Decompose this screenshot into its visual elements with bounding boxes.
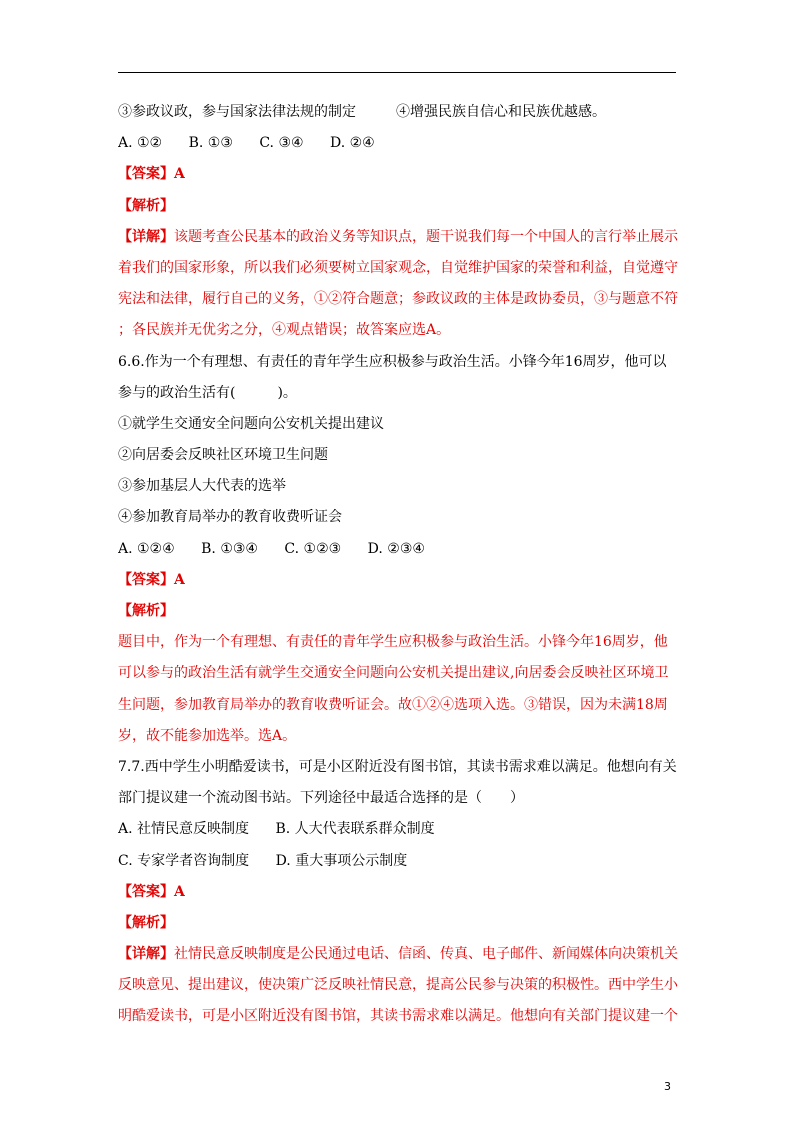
q6-option-a: A. ①②④ [118, 540, 175, 557]
q5-analysis-heading: 【解析】 [118, 197, 174, 214]
q7-explanation-2: 反映意见、提出建议，使决策广泛反映社情民意，提高公民参与决策的积极性。西中学生小 [118, 977, 678, 994]
q5-explanation-1 [118, 222, 678, 253]
q7-analysis-heading: 【解析】 [118, 914, 174, 931]
q7-stem-1: 7.7.西中学生小明酷爱读书，可是小区附近没有图书馆，其读书需求难以满足。他想向有关 [118, 758, 677, 775]
q6-explanation-1: 题目中，作为一个有理想、有责任的青年学生应积极参与政治生活。小锋今年16周岁，他 [118, 634, 668, 651]
q7-explanation-3: 明酷爱读书，可是小区附近没有图书馆，其读书需求难以满足。他想向有关部门提议建一个 [118, 1008, 678, 1025]
q7-stem-2: 部门提议建一个流动图书站。下列途径中最适合选择的是（ ） [118, 790, 524, 807]
q6-item-2: ②向居委会反映社区环境卫生问题 [118, 447, 328, 464]
q5-option-c: C. ③④ [259, 135, 304, 152]
q5-item-4: ④增强民族自信心和民族优越感。 [396, 104, 606, 120]
q5-option-d: D. ②④ [330, 135, 375, 152]
document-body [118, 97, 678, 1033]
q6-analysis-heading: 【解析】 [118, 603, 174, 619]
q5-explanation-text: 该题考查公民基本的政治义务等知识点，题干说我们每一个中国人的言行举止展示 [174, 228, 678, 245]
q5-option-a: A. ①② [118, 135, 163, 152]
q6-item-3: ③参加基层人大代表的选举 [118, 478, 286, 495]
q6-explanation-3: 生问题，参加教育局举办的教育收费听证会。故①②④选项入选。③错误，因为未满18周 [118, 696, 668, 713]
q5-detail-tag: 【详解】 [118, 228, 174, 245]
page-number: 3 [664, 1080, 671, 1093]
q6-explanation-2: 可以参与的政治生活有就学生交通安全问题向公安机关提出建议,向居委会反映社区环境卫 [118, 665, 669, 682]
q5-explanation-4: ；各民族并无优劣之分，④观点错误；故答案应选A。 [118, 322, 451, 339]
q7-answer: 【答案】A [118, 883, 185, 900]
q7-explanation-1 [118, 939, 678, 970]
q5-options [118, 128, 678, 159]
q6-option-b: B. ①③④ [201, 540, 258, 557]
q5-answer: 【答案】A [118, 166, 185, 183]
q7-options-row-2 [118, 846, 678, 877]
q5-option-b: B. ①③ [188, 135, 233, 152]
q7-option-a: A. 社情民意反映制度 [118, 821, 250, 838]
q6-item-4: ④参加教育局举办的教育收费听证会 [118, 509, 342, 526]
q7-option-c: C. 专家学者咨询制度 [118, 852, 250, 869]
header-rule [118, 72, 676, 73]
q5-item-3: ③参政议政，参与国家法律法规的制定 [118, 104, 356, 120]
q6-answer: 【答案】A [118, 571, 185, 588]
q6-stem-1: 6.6.作为一个有理想、有责任的青年学生应积极参与政治生活。小锋今年16周岁，他可以 [118, 353, 667, 370]
q7-option-d: D. 重大事项公示制度 [275, 852, 408, 869]
q7-detail-tag: 【详解】 [118, 946, 174, 963]
q7-option-b: B. 人大代表联系群众制度 [275, 821, 435, 838]
q7-explanation-text: 社情民意反映制度是公民通过电话、信函、传真、电子邮件、新闻媒体向决策机关 [174, 946, 678, 963]
q5-explanation-3: 宪法和法律，履行自己的义务，①②符合题意；参政议政的主体是政协委员，③与题意不符 [118, 291, 678, 308]
q7-options-row-1 [118, 814, 678, 845]
q6-option-c: C. ①②③ [284, 540, 342, 557]
q5-items-line [118, 97, 678, 128]
q6-options [118, 534, 678, 565]
q6-item-1: ①就学生交通安全问题向公安机关提出建议 [118, 415, 384, 432]
q6-stem-2: 参与的政治生活有( )。 [118, 384, 297, 401]
q5-explanation-2: 着我们的国家形象，所以我们必须要树立国家观念，自觉维护国家的荣誉和利益，自觉遵守 [118, 259, 678, 276]
q6-option-d: D. ②③④ [367, 540, 425, 557]
q6-explanation-4: 岁，故不能参加选举。选A。 [118, 727, 297, 744]
